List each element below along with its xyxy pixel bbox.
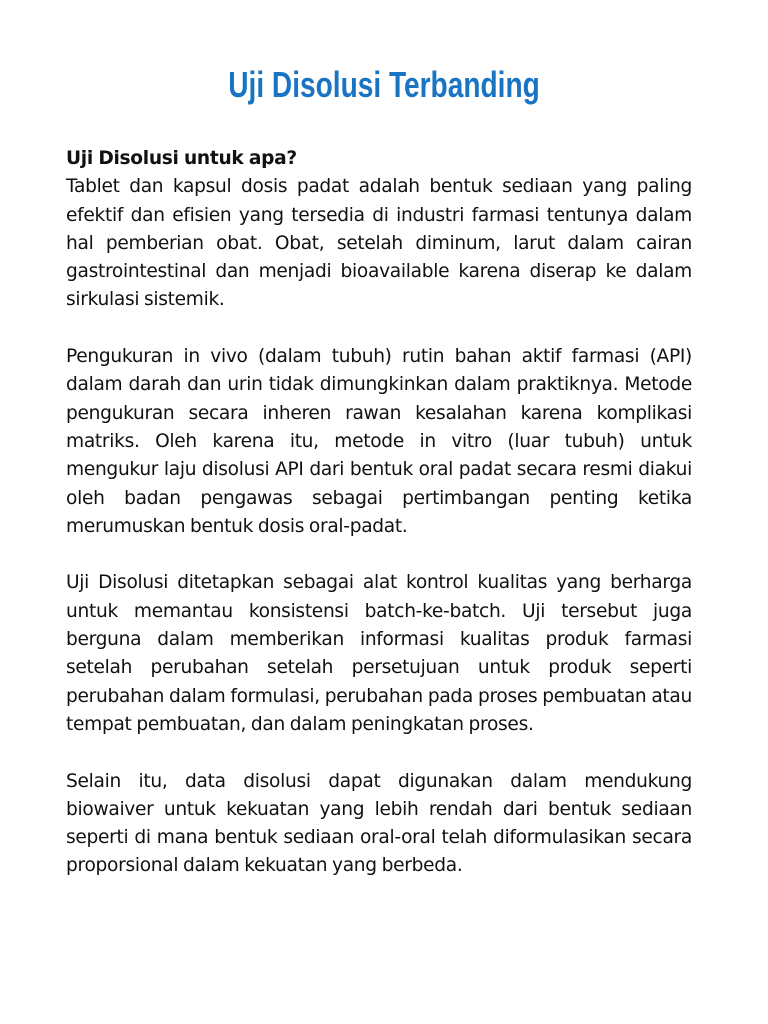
paragraph-3: Uji Disolusi ditetapkan sebagai alat kontrol kualitas yang berharga untuk memantau konsistensi batch-ke-batch. Uji tersebut juga berguna dalam memberikan informasi kualitas produk farmasi setelah perubahan setelah persetujuan untuk produk seperti perubahan dalam formulasi, perubahan pada proses pembuatan atau tempat pembuatan, dan dalam peningkatan proses. xyxy=(66,572,692,735)
paragraph-1: Tablet dan kapsul dosis padat adalah bentuk sediaan yang paling efektif dan efisien yang tersedia di industri farmasi tentunya dalam hal pemberian obat. Obat, setelah diminum, larut dalam cairan gastrointestinal dan menjadi bioavailable karena diserap ke dalam sirkulasi sistemik. xyxy=(66,176,692,311)
page-title: Uji Disolusi Terbanding xyxy=(228,64,540,105)
paragraph-2: Pengukuran in vivo (dalam tubuh) rutin bahan aktif farmasi (API) dalam darah dan urin tidak dimungkinkan dalam praktiknya. Metode pengukuran secara inheren rawan kesalahan karena komplikasi matriks. Oleh karena itu, metode in vitro (luar tubuh) untuk mengukur laju disolusi API dari bentuk oral padat secara resmi diakui oleh badan pengawas sebagai pertimbangan penting ketika merumuskan bentuk dosis oral-padat. xyxy=(66,346,692,537)
document-body xyxy=(66,145,692,909)
section-heading: Uji Disolusi untuk apa? xyxy=(66,148,297,169)
paragraph-4: Selain itu, data disolusi dapat digunakan dalam mendukung biowaiver untuk kekuatan yang lebih rendah dari bentuk sediaan seperti di mana bentuk sediaan oral-oral telah diformulasikan secara proporsional dalam kekuatan yang berbeda. xyxy=(66,770,692,877)
